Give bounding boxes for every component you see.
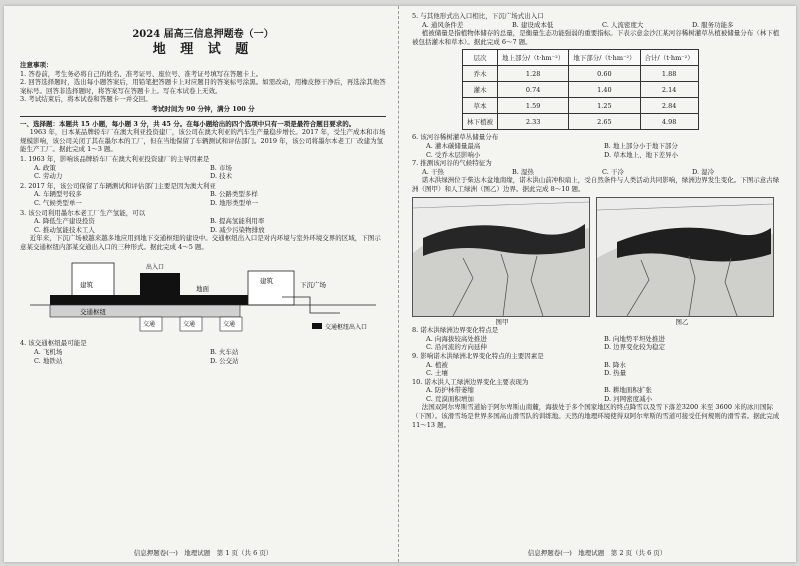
- page-footer: 信息押题卷(一) 地理试题 第 2 页（共 6 页）: [527, 549, 667, 558]
- exam-time: 考试时间为 90 分钟，满分 100 分: [151, 104, 255, 113]
- question-6: 6. 该河谷稀树灌草丛储量分布: [412, 133, 499, 142]
- table-cell: 1.88: [640, 66, 698, 82]
- table-header-row: [463, 50, 699, 66]
- oasis-maps: [412, 197, 782, 317]
- label-exit-3: 交通: [223, 321, 236, 329]
- option: D. 湿冷: [692, 167, 715, 176]
- question-10: 10. 诺木洪人工绿洲边界变化主要表现为: [412, 377, 529, 386]
- question-1: 1. 1963 年，影响该品牌轿车厂在澳大利亚投资建厂的主导因素是: [20, 154, 210, 163]
- biomass-table: [462, 49, 699, 130]
- passage: 近年来，下沉广场被越来越多地应用到地下交通枢纽的建设中。交通枢纽出入口是对内环境与室外环境交界的区域，下图示意某交通枢纽内部某交通出入口的三种形式。据此完成 4～5 题。: [20, 234, 381, 251]
- table-header: 合计/（t·hm⁻²）: [640, 50, 698, 66]
- table-cell: 林下植被: [463, 114, 498, 130]
- question-7: 7. 推测该河谷的气候特征为: [412, 159, 492, 168]
- question-3: 3. 该公司利用墨尔本老工厂生产氢能，可以: [20, 208, 146, 217]
- option: B. 湿热: [512, 167, 534, 176]
- notice-item: 2. 回答选择题时，选出每小题答案后，用铅笔把答题卡上对应题目的答案标号涂黑。如需改动，用橡皮擦干净后，再选涂其他答案标号。回答非选择题时，将答案写在答题卡上。写在本试卷上无效。: [20, 78, 386, 95]
- option: D. 服务功能多: [692, 20, 734, 29]
- option: D. 技术: [210, 172, 233, 181]
- table-cell: 乔木: [463, 66, 498, 82]
- table-cell: 草本: [463, 98, 498, 114]
- transit-diagram: [20, 253, 386, 337]
- table-cell: 4.98: [640, 114, 698, 130]
- option: B. 火车站: [210, 348, 239, 357]
- table-cell: 1.40: [569, 82, 640, 98]
- option: B. 向地势平坦处推进: [604, 334, 665, 343]
- transit-diagram-svg: [20, 253, 386, 337]
- option: B. 提高氢能利用率: [210, 217, 265, 226]
- option: C. 荒漠面积增加: [426, 394, 474, 403]
- label-building: 建筑: [80, 281, 93, 290]
- contour-line: [597, 204, 773, 210]
- option: D. 减少污染物排放: [210, 225, 265, 234]
- table-cell: 2.65: [569, 114, 640, 130]
- table-header: 层次: [463, 50, 498, 66]
- map-ancient-svg: [413, 198, 589, 316]
- label-ground: 地面: [196, 285, 209, 294]
- option: D. 地形类型单一: [210, 198, 259, 207]
- label-sunken-plaza: 下沉广场: [300, 281, 326, 290]
- option: A. 政策: [34, 163, 56, 172]
- options-q9: [412, 361, 782, 378]
- map-artificial-svg: [597, 198, 773, 316]
- notice-item: 3. 考试结束后，将本试卷和答题卡一并交回。: [20, 95, 152, 104]
- option: C. 干冷: [602, 167, 624, 176]
- map-artificial-oasis: [596, 197, 774, 317]
- option: D. 河网密度减小: [604, 394, 653, 403]
- option: A. 飞机场: [34, 348, 63, 357]
- map-ancient-oasis: [412, 197, 590, 317]
- option: C. 人流密度大: [602, 20, 644, 29]
- options-q4: [20, 348, 386, 365]
- options-q1: [20, 164, 386, 181]
- options-q10: [412, 386, 782, 403]
- option: B. 市场: [210, 163, 232, 172]
- options-q6: [412, 142, 782, 159]
- option: C. 受乔木层影响小: [426, 150, 481, 159]
- label-building-right: 建筑: [260, 277, 273, 286]
- option: A. 灌木碳储量最高: [426, 141, 481, 150]
- legend-swatch: [312, 323, 322, 329]
- table-header: 地下部分/（t·hm⁻²）: [569, 50, 640, 66]
- question-2: 2. 2017 年，该公司保留了车辆测试和评估部门主要是因为澳大利亚: [20, 181, 216, 190]
- fold-line: [398, 6, 399, 562]
- entrance-block: [140, 273, 180, 295]
- options-q5: [412, 21, 782, 30]
- passage: 植被储量是指植物体储存的总量，是衡量生态功能强弱的重要指标。下表示意金沙江某河谷稀树灌草丛植被储量分布（林下植被包括灌木和草本）。据此完成 6～7 题。: [412, 29, 780, 46]
- option: A. 降低生产建设投资: [34, 217, 95, 226]
- option: D. 草本地上、地下差异小: [604, 150, 679, 159]
- option: D. 公交站: [210, 356, 239, 365]
- table-cell: 0.74: [498, 82, 569, 98]
- ground-slab: [50, 295, 280, 305]
- divider: [20, 116, 386, 117]
- option: A. 向海拔较高处推进: [426, 334, 487, 343]
- option: C. 沿河流的方向延伸: [426, 343, 487, 352]
- option: A. 防护林带萎缩: [426, 386, 474, 395]
- options-q8: [412, 335, 782, 352]
- question-5: 5. 与其他形式出入口相比，下沉广场式出入口: [412, 12, 544, 20]
- option: B. 建设成本低: [512, 20, 554, 29]
- contour-line: [413, 202, 589, 208]
- question-8: 8. 诺木洪绿洲边界变化特点是: [412, 326, 499, 335]
- table-row: [463, 98, 699, 114]
- option: A. 植被: [426, 360, 448, 369]
- table-row: [463, 82, 699, 98]
- label-exit-1: 交通: [143, 321, 156, 329]
- map-caption: 图甲: [495, 317, 509, 326]
- option: A. 车辆型号较多: [34, 190, 82, 199]
- option: C. 推动氢能技术工人: [34, 225, 95, 234]
- table-cell: 1.28: [498, 66, 569, 82]
- table-cell: 1.25: [569, 98, 640, 114]
- table-cell: 2.14: [640, 82, 698, 98]
- options-q3: [20, 217, 386, 234]
- subject-title: 地 理 试 题: [152, 42, 254, 57]
- question-9: 9. 影响诺木洪绿洲北界变化特点的主要因素是: [412, 351, 544, 360]
- passage: 法国双阿尔卑斯雪道始于阿尔卑斯山南麓，海拔处于多个国家地区的终点降雪以及雪下落差3200 米至 3600 米的冰川国际（下图）。该滑雪场是世界多国高山滑雪队的训练地。天然的地理环境使得双阿尔卑斯的雪道可接受任何规则的滑雪者。据此完成 11～13 题。: [412, 403, 780, 429]
- table-cell: 2.33: [498, 114, 569, 130]
- option: A. 干热: [422, 167, 444, 176]
- exam-sheet: [4, 6, 796, 562]
- section-heading: 一、选择题：本题共 15 小题，每小题 3 分，共 45 分。在每小题给出的四个选项中只有一项是最符合题目要求的。: [20, 119, 356, 128]
- exam-title: 2024 届高三信息押题卷（一）: [132, 29, 274, 40]
- map-caption: 图乙: [675, 317, 689, 326]
- option: C. 劳动力: [34, 172, 63, 181]
- notice-item: 1. 答卷前，考生务必将自己的姓名、准考证号、座位号、准考证号填写在答题卡上。: [20, 69, 263, 78]
- option: D. 热量: [604, 369, 627, 378]
- table-cell: 0.60: [569, 66, 640, 82]
- option: C. 土壤: [426, 369, 448, 378]
- table-cell: 灌木: [463, 82, 498, 98]
- table-header: 地上部分/（t·hm⁻²）: [498, 50, 569, 66]
- legend-label: 交通枢纽出入口: [325, 324, 368, 332]
- option: B. 地上部分小于地下部分: [604, 141, 678, 150]
- option: D. 边界变化较为稳定: [604, 343, 666, 352]
- option: C. 气候类型单一: [34, 198, 82, 207]
- label-hub: 交通枢纽: [80, 308, 106, 317]
- option: B. 降水: [604, 360, 626, 369]
- table-cell: 1.59: [498, 98, 569, 114]
- question-4: 4. 该交通枢纽最可能是: [20, 339, 87, 348]
- page-footer: 信息押题卷(一) 地理试题 第 1 页（共 6 页）: [133, 549, 273, 558]
- hub-hall: [50, 305, 240, 317]
- passage: 1963 年，日本某品牌轿车厂在澳大利亚投资建厂，该公司在澳大利亚的汽车生产量稳步增长。2017 年，受生产成本和市场规模影响，该公司关闭了其在墨尔本的工厂，但在当地保留了车辆测试和评估部门。2019 年，该公司将墨尔本老工厂改建为氢能生产工厂。据此完成 1～3 题。: [20, 128, 386, 154]
- table-cell: 2.84: [640, 98, 698, 114]
- options-q2: [20, 190, 386, 207]
- page-2: [412, 12, 782, 562]
- table-row: [463, 114, 699, 130]
- page-1: [20, 12, 386, 562]
- option: B. 耕地面积扩张: [604, 386, 652, 395]
- notice-heading: 注意事项：: [20, 61, 53, 69]
- option: A. 通风条件差: [422, 20, 464, 29]
- table-row: [463, 66, 699, 82]
- label-exit-2: 交通: [183, 321, 196, 329]
- map-captions: [412, 318, 772, 327]
- option: C. 地铁站: [34, 356, 63, 365]
- label-entrance: 出入口: [146, 264, 165, 272]
- passage: 诺木洪绿洲位于柴达木盆地南缘，诺木洪山前冲积扇上，受自然条件与人类活动共同影响，绿洲边界发生变化。下图示意古绿洲（图甲）和人工绿洲（图乙）边界。据此完成 8～10 题。: [412, 176, 780, 193]
- option: B. 公路类型多样: [210, 190, 258, 199]
